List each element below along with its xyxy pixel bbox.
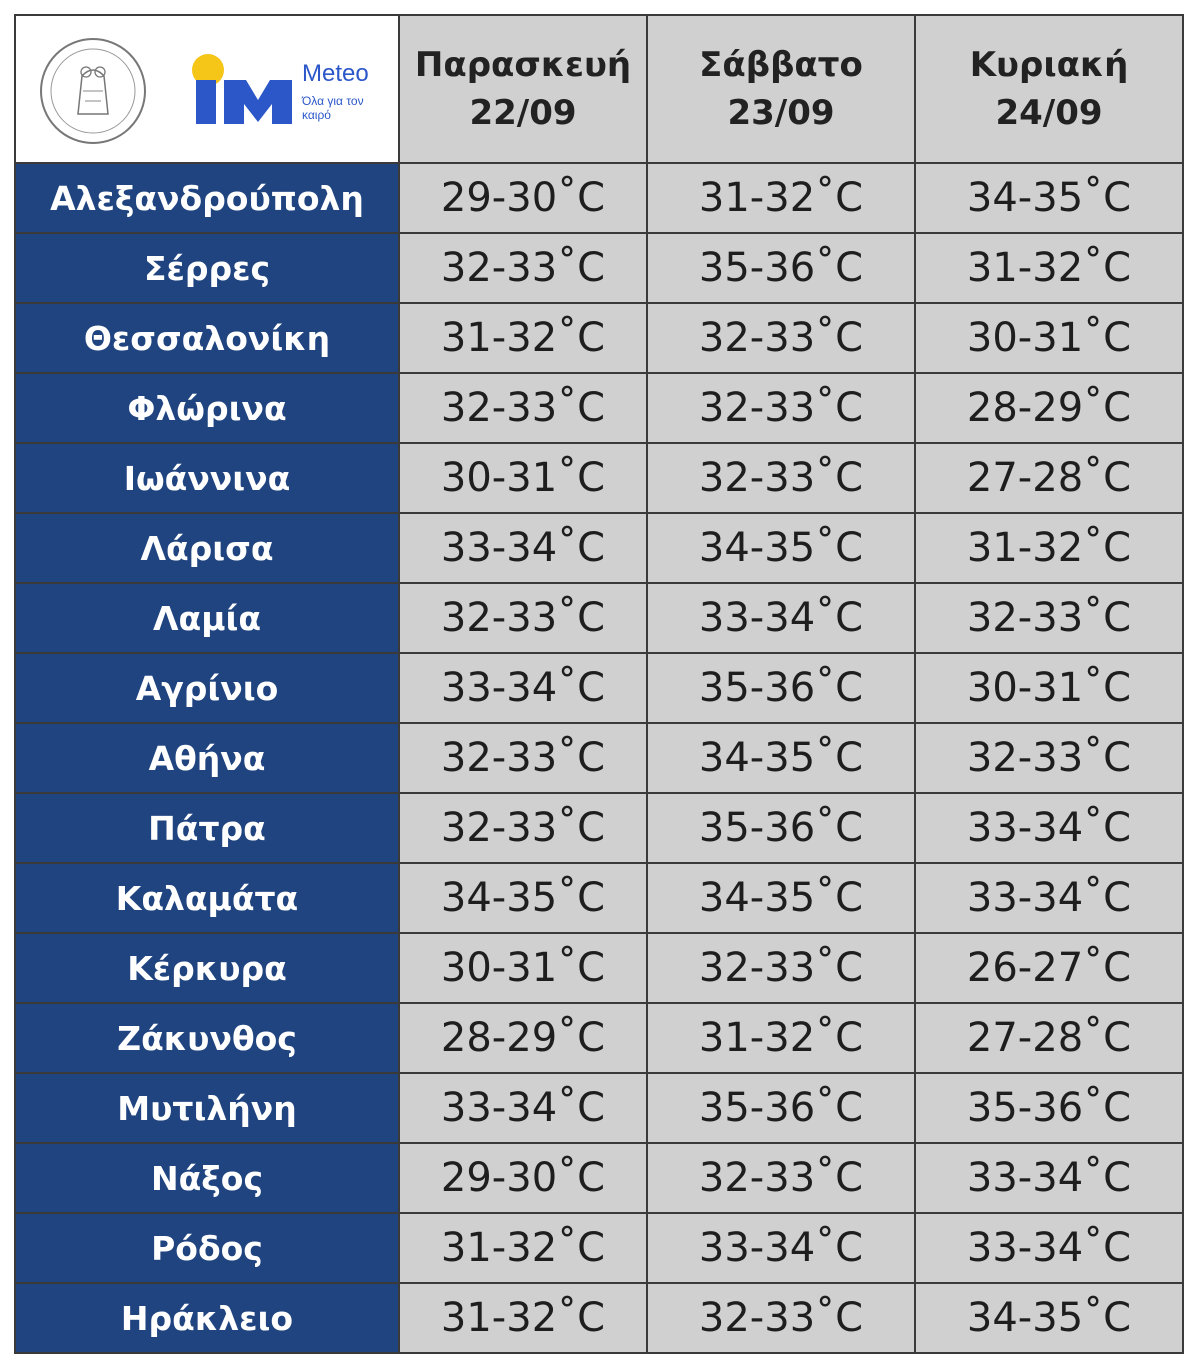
temperature-cell: 32-33˚C	[647, 373, 915, 443]
city-name: Φλώρινα	[15, 373, 399, 443]
day-date: 22/09	[469, 93, 577, 133]
logo-cell	[15, 15, 399, 163]
temperature-cell: 34-35˚C	[647, 513, 915, 583]
temperature-cell: 35-36˚C	[647, 793, 915, 863]
day-name: Σάββατο	[699, 45, 863, 85]
temperature-cell: 32-33˚C	[647, 1143, 915, 1213]
temperature-cell: 27-28˚C	[915, 443, 1183, 513]
table-row	[15, 653, 1183, 723]
table-row	[15, 1073, 1183, 1143]
table-row	[15, 1143, 1183, 1213]
city-name: Ηράκλειο	[15, 1283, 399, 1353]
temperature-cell: 33-34˚C	[399, 513, 647, 583]
city-name: Νάξος	[15, 1143, 399, 1213]
table-row	[15, 1003, 1183, 1073]
temperature-cell: 31-32˚C	[399, 1213, 647, 1283]
table-row	[15, 233, 1183, 303]
city-name: Θεσσαλονίκη	[15, 303, 399, 373]
day-header	[647, 15, 915, 163]
temperature-cell: 32-33˚C	[399, 723, 647, 793]
temperature-cell: 32-33˚C	[915, 583, 1183, 653]
temperature-cell: 34-35˚C	[915, 1283, 1183, 1353]
table-row	[15, 1213, 1183, 1283]
city-name: Ρόδος	[15, 1213, 399, 1283]
temperature-cell: 32-33˚C	[647, 443, 915, 513]
city-name: Αγρίνιο	[15, 653, 399, 723]
city-name: Ιωάννινα	[15, 443, 399, 513]
temperature-cell: 34-35˚C	[647, 723, 915, 793]
temperature-cell: 30-31˚C	[915, 303, 1183, 373]
forecast-table	[14, 14, 1184, 1354]
temperature-cell: 32-33˚C	[399, 373, 647, 443]
table-row	[15, 863, 1183, 933]
day-date: 23/09	[727, 93, 835, 133]
temperature-cell: 34-35˚C	[915, 163, 1183, 233]
university-seal-icon	[38, 36, 148, 146]
city-name: Ζάκυνθος	[15, 1003, 399, 1073]
city-name: Σέρρες	[15, 233, 399, 303]
temperature-cell: 33-34˚C	[647, 583, 915, 653]
city-name: Πάτρα	[15, 793, 399, 863]
temperature-cell: 33-34˚C	[399, 1073, 647, 1143]
table-row	[15, 723, 1183, 793]
temperature-cell: 34-35˚C	[647, 863, 915, 933]
city-name: Μυτιλήνη	[15, 1073, 399, 1143]
temperature-cell: 32-33˚C	[647, 303, 915, 373]
temperature-cell: 29-30˚C	[399, 163, 647, 233]
temperature-cell: 33-34˚C	[915, 863, 1183, 933]
temperature-cell: 35-36˚C	[915, 1073, 1183, 1143]
day-date: 24/09	[995, 93, 1103, 133]
table-row	[15, 373, 1183, 443]
day-name: Κυριακή	[969, 45, 1129, 85]
temperature-cell: 31-32˚C	[915, 233, 1183, 303]
temperature-cell: 33-34˚C	[399, 653, 647, 723]
city-name: Κέρκυρα	[15, 933, 399, 1003]
table-row	[15, 163, 1183, 233]
temperature-cell: 28-29˚C	[399, 1003, 647, 1073]
table-row	[15, 443, 1183, 513]
table-row	[15, 933, 1183, 1003]
temperature-cell: 27-28˚C	[915, 1003, 1183, 1073]
table-row	[15, 513, 1183, 583]
table-row	[15, 1283, 1183, 1353]
table-row	[15, 303, 1183, 373]
temperature-cell: 32-33˚C	[399, 793, 647, 863]
city-name: Αλεξανδρούπολη	[15, 163, 399, 233]
temperature-cell: 31-32˚C	[915, 513, 1183, 583]
temperature-cell: 35-36˚C	[647, 1073, 915, 1143]
day-header	[399, 15, 647, 163]
temperature-cell: 32-33˚C	[647, 933, 915, 1003]
temperature-cell: 31-32˚C	[399, 303, 647, 373]
temperature-cell: 33-34˚C	[647, 1213, 915, 1283]
temperature-cell: 33-34˚C	[915, 1143, 1183, 1213]
temperature-cell: 32-33˚C	[915, 723, 1183, 793]
meteo-tagline: Όλα για τον καιρό	[302, 94, 364, 122]
temperature-cell: 31-32˚C	[647, 1003, 915, 1073]
city-name: Καλαμάτα	[15, 863, 399, 933]
city-name: Λάρισα	[15, 513, 399, 583]
temperature-cell: 34-35˚C	[399, 863, 647, 933]
city-name: Αθήνα	[15, 723, 399, 793]
day-header	[915, 15, 1183, 163]
table-row	[15, 793, 1183, 863]
temperature-cell: 32-33˚C	[647, 1283, 915, 1353]
temperature-cell: 29-30˚C	[399, 1143, 647, 1213]
header-row	[15, 15, 1183, 163]
meteo-brand-name: Meteo	[302, 60, 369, 87]
temperature-cell: 35-36˚C	[647, 653, 915, 723]
temperature-cell: 26-27˚C	[915, 933, 1183, 1003]
temperature-cell: 33-34˚C	[915, 1213, 1183, 1283]
temperature-cell: 30-31˚C	[915, 653, 1183, 723]
temperature-cell: 32-33˚C	[399, 583, 647, 653]
temperature-cell: 32-33˚C	[399, 233, 647, 303]
temperature-cell: 31-32˚C	[647, 163, 915, 233]
city-name: Λαμία	[15, 583, 399, 653]
day-name: Παρασκευή	[414, 45, 632, 85]
temperature-cell: 35-36˚C	[647, 233, 915, 303]
table-row	[15, 583, 1183, 653]
temperature-cell: 33-34˚C	[915, 793, 1183, 863]
temperature-cell: 30-31˚C	[399, 933, 647, 1003]
temperature-cell: 31-32˚C	[399, 1283, 647, 1353]
temperature-cell: 30-31˚C	[399, 443, 647, 513]
temperature-cell: 28-29˚C	[915, 373, 1183, 443]
